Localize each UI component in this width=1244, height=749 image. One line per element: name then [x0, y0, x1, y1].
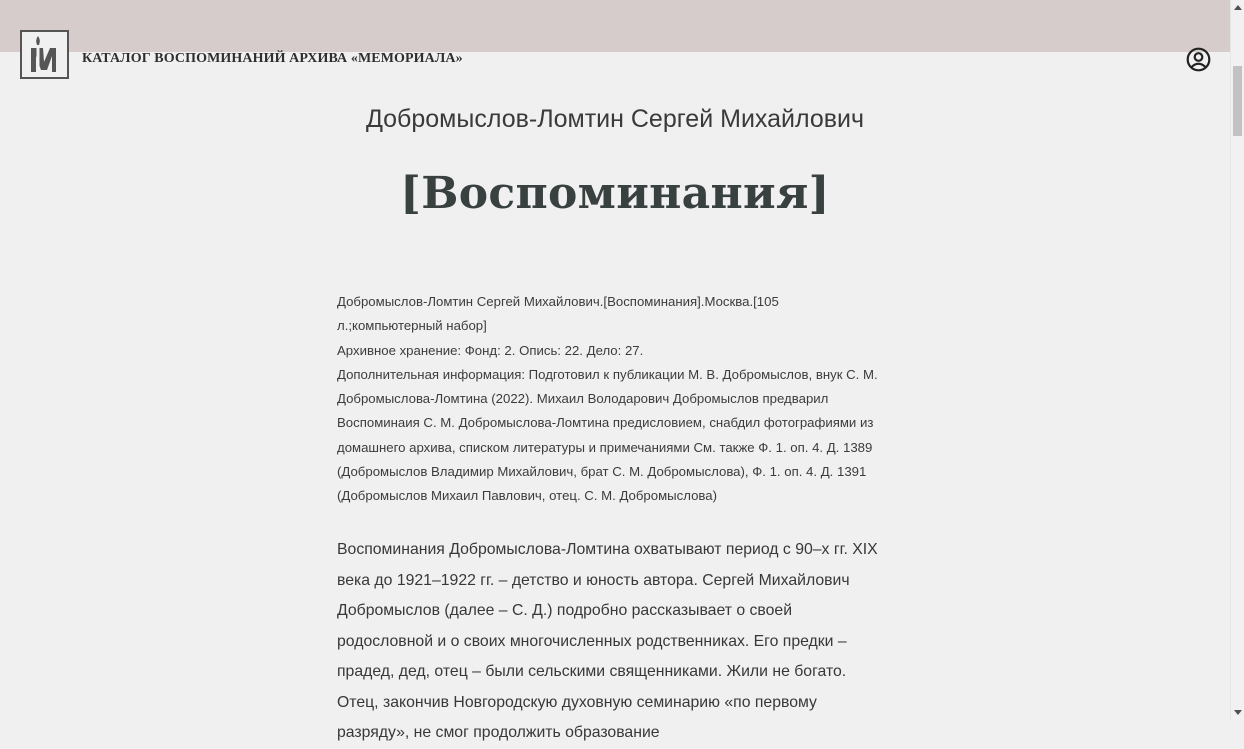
header-band [0, 0, 1230, 52]
user-account-icon[interactable] [1186, 47, 1211, 72]
record-citation: Добромыслов-Ломтин Сергей Михайлович.[Воспоминания].Москва.[105 л.;компьютерный набор] [337, 294, 779, 334]
record-storage: Архивное хранение: Фонд: 2. Опись: 22. Дело: 27. [337, 342, 644, 358]
record-metadata [337, 290, 885, 509]
record-description [337, 535, 887, 749]
record-author: Добромыслов-Ломтин Сергей Михайлович [365, 105, 865, 133]
vertical-scrollbar[interactable] [1230, 0, 1244, 720]
memorial-logo-icon[interactable] [20, 30, 69, 79]
record-title: [Воспоминания] [400, 168, 830, 219]
scrollbar-thumb[interactable] [1233, 66, 1242, 136]
scroll-up-icon[interactable] [1231, 0, 1244, 14]
description-paragraph: Воспоминания Добромыслова-Ломтина охватывают период с 90–х гг. XIX века до 1921–1922 гг. – детство и юность автора. Сергей Михайлович Добромыслов (далее – С. Д.) подробно рассказывает о своей родословной и о своих многочисленных родственниках. Его предки – прадед, дед, отец – были сельскими священниками. Жили не богато. Отец, закончив Новгородскую духовную семинарию «по первому разряду», не смог продолжить образование [337, 541, 878, 741]
site-title[interactable]: КАТАЛОГ ВОСПОМИНАНИЙ АРХИВА «МЕМОРИАЛА» [82, 51, 463, 66]
scroll-down-icon[interactable] [1231, 706, 1244, 720]
record-additional-info: Дополнительная информация: Подготовил к публикации М. В. Добромыслов, внук С. М. Добромыслова-Ломтина (2022). Михаил Володарович Добромыслов предварил Воспоминаия С. М. Добромыслова-Ломтина предисловием, снабдил фотографиями из домашнего архива, списком литературы и примечаниями См. также Ф. 1. оп. 4. Д. 1389 (Добромыслов Владимир Михайлович, брат С. М. Добромыслова), Ф. 1. оп. 4. Д. 1391 (Добромыслов Михаил Павлович, отец. С. М. Добромыслова) [337, 366, 878, 504]
